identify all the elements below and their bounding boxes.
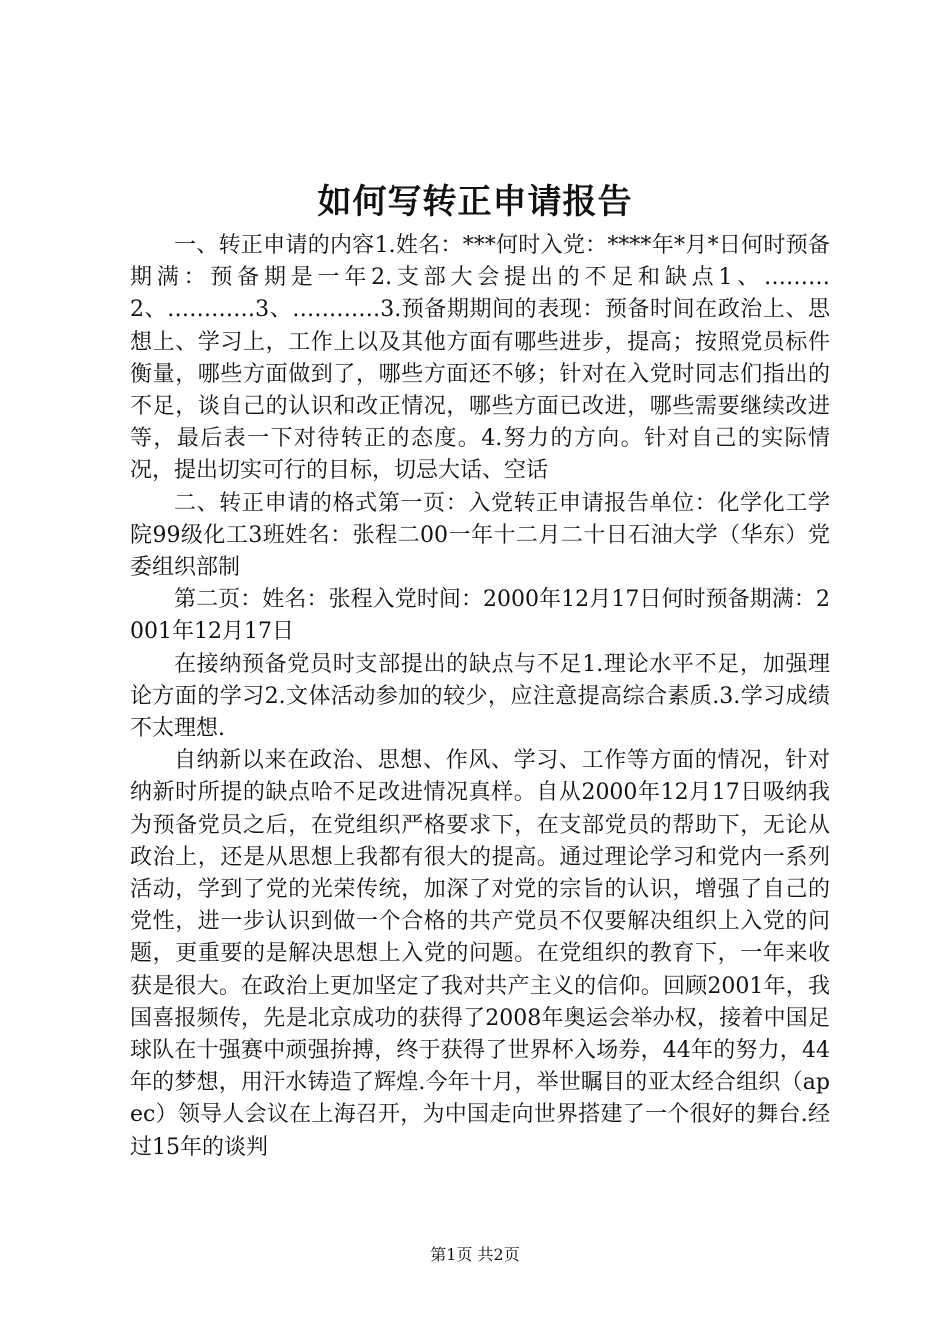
- document-body: [130, 230, 830, 1164]
- paragraph-shortcomings: 在接纳预备党员时支部提出的缺点与不足1.理论水平不足，加强理论方面的学习2.文体活动参加的较少，应注意提高综合素质.3.学习成绩不太理想.: [130, 651, 830, 742]
- paragraph-format-first-page: 二、转正申请的格式第一页：入党转正申请报告单位：化学化工学院99级化工3班姓名：张程二00一年十二月二十日石油大学（华东）党委组织部制: [130, 490, 830, 581]
- paragraph-progress: 自纳新以来在政治、思想、作风、学习、工作等方面的情况，针对纳新时所提的缺点哈不足改进情况真样。自从2000年12月17日吸纳我为预备党员之后，在党组织严格要求下，在支部党员的帮助下，无论从政治上，还是从思想上我都有很大的提高。通过理论学习和党内一系列活动，学到了党的光荣传统，加深了对党的宗旨的认识，增强了自己的党性，进一步认识到做一个合格的共产党员不仅要解决组织上入党的问题，更重要的是解决思想上入党的问题。在党组织的教育下，一年来收获是很大。在政治上更加坚定了我对共产主义的信仰。回顾2001年，我国喜报频传，先是北京成功的获得了2008年奥运会举办权，接着中国足球队在十强赛中顽强拚搏，终于获得了世界杯入场券，44年的努力，44年的梦想，用汗水铸造了辉煌.今年十月，举世瞩目的亚太经合组织（apec）领导人会议在上海召开，为中国走向世界搭建了一个很好的舞台.经过15年的谈判: [130, 748, 830, 1160]
- page-number-footer: 第1页 共2页: [430, 1245, 520, 1264]
- paragraph-content-requirements: 一、转正申请的内容1.姓名：***何时入党：****年*月*日何时预备期满：预备期是一年2.支部大会提出的不足和缺点1、………2、…………3、…………3.预备期期间的表现：预备时间在政治上、思想上、学习上，工作上以及其他方面有哪些进步，提高；按照党员标件衡量，哪些方面做到了，哪些方面还不够；针对在入党时同志们指出的不足，谈自己的认识和改正情况，哪些方面已改进，哪些需要继续改进等，最后表一下对待转正的态度。4.努力的方向。针对自己的实际情况，提出切实可行的目标，切忌大话、空话: [130, 233, 830, 484]
- document-title: 如何写转正申请报告: [317, 182, 633, 222]
- paragraph-format-second-page: 第二页：姓名：张程入党时间：2000年12月17日何时预备期满：2001年12月17日: [130, 587, 830, 645]
